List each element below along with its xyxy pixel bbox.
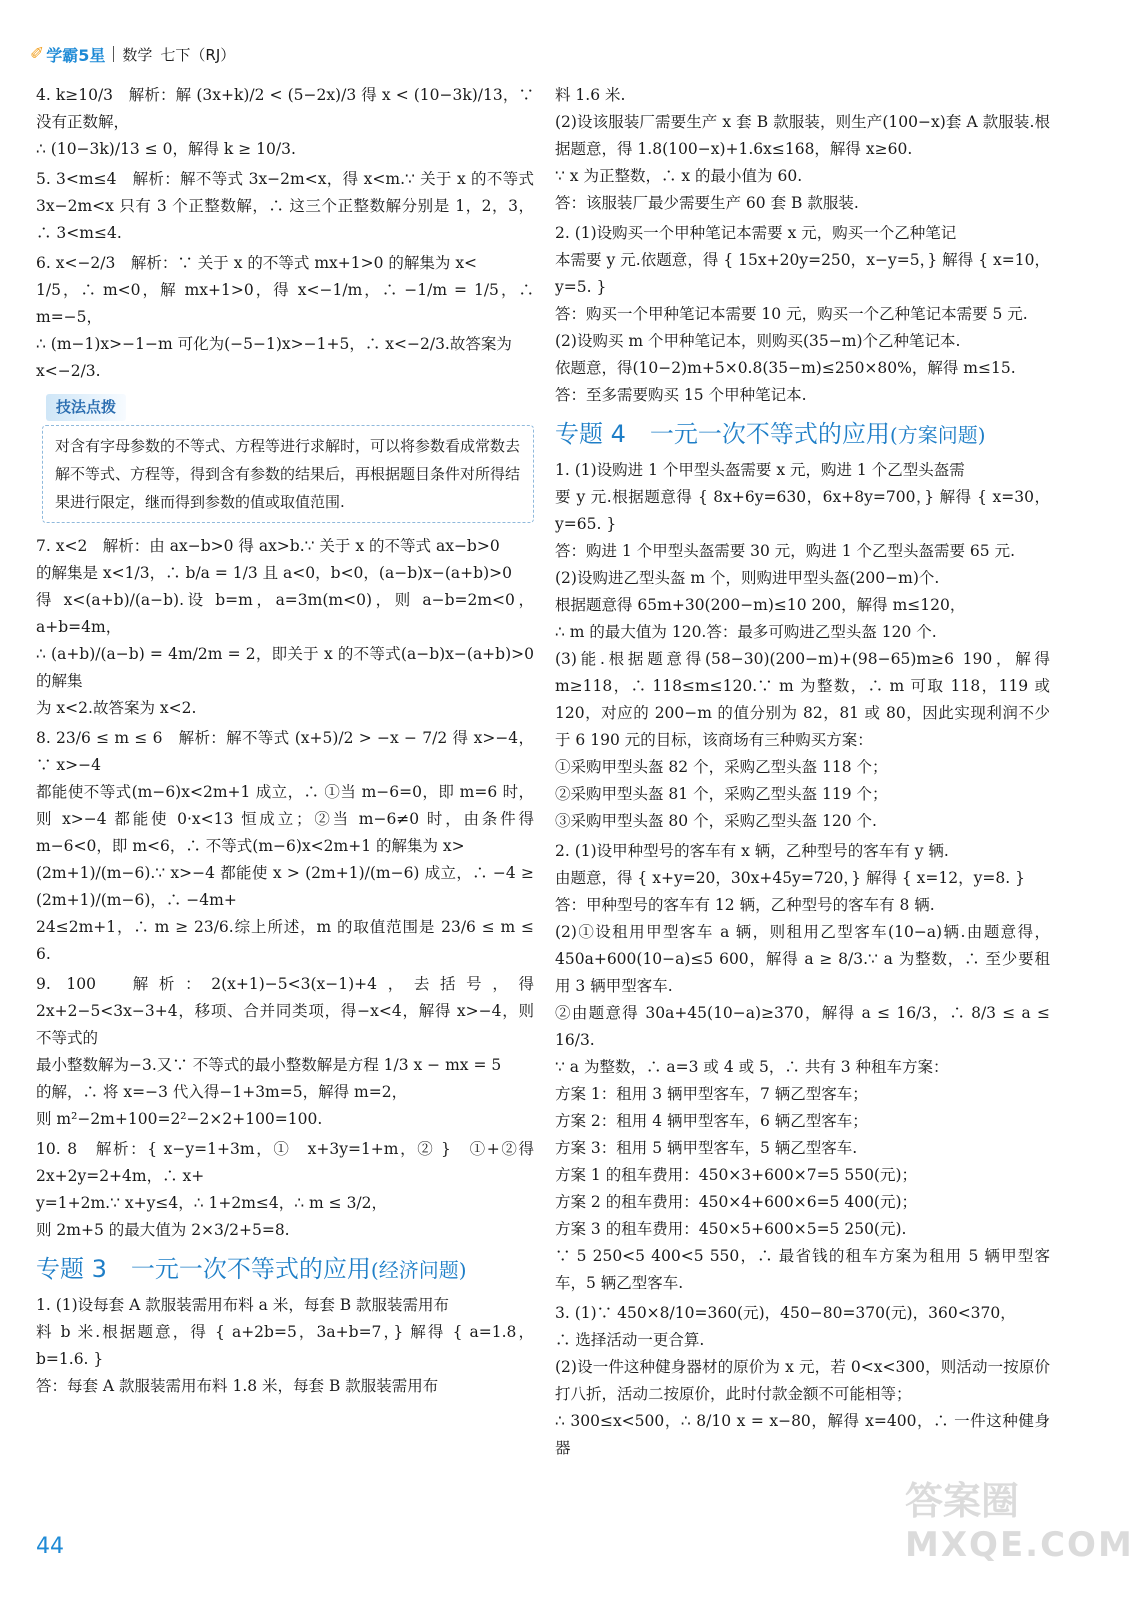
- right-column: [555, 82, 1050, 1462]
- r-line-19: ②采购甲型头盔 81 个，采购乙型头盔 119 个；: [555, 785, 888, 803]
- r-line-27: 方案 1：租用 3 辆甲型客车，7 辆乙型客车；: [555, 1085, 868, 1103]
- r-line-11: 1. (1)设购进 1 个甲型头盔需要 x 元，购进 1 个乙型头盔需: [555, 461, 965, 479]
- answer-7-line5: 为 x<2.故答案为 x<2.: [36, 699, 197, 717]
- r-line-26: ∵ a 为整数，∴ a=3 或 4 或 5，∴ 共有 3 种租车方案：: [555, 1058, 949, 1076]
- answer-7-line1: 7. x<2 解析：由 ax−b>0 得 ax>b.∵ 关于 x 的不等式 ax−b>0: [36, 537, 500, 555]
- r-line-37: ∴ 300≤x<500，∴ 8/10 x = x−80，解得 x=400，∴ 一件这种健身器: [555, 1412, 1050, 1457]
- answer-10-line2: y=1+2m.∵ x+y≤4，∴ 1+2m≤4，∴ m ≤ 3/2，: [36, 1194, 388, 1212]
- answer-8-line3: (2m+1)/(m−6).∵ x>−4 都能使 x > (2m+1)/(m−6) 成立，∴ −4 ≥ (2m+1)/(m−6)，∴ −4m+: [36, 864, 534, 909]
- answer-9-line1: 9. 100 解析：2(x+1)−5<3(x−1)+4，去括号，得 2x+2−5<3x−3+4，移项、合并同类项，得−x<4，解得 x>−4，则不等式的: [36, 975, 534, 1047]
- r-line-23: 答：甲种型号的客车有 12 辆，乙种型号的客车有 8 辆.: [555, 896, 935, 914]
- r-line-36: (2)设一件这种健身器材的原价为 x 元，若 0<x<300，则活动一按原价打八折，活动二按原价，此时付款金额不可能相等；: [555, 1358, 1050, 1403]
- watermark-top: 答案圈: [905, 1479, 1020, 1523]
- answer-9-line4: 则 m²−2m+100=2²−2×2+100=100.: [36, 1110, 323, 1128]
- section-4-heading: [555, 421, 1050, 449]
- answer-6-line4: x<−2/3.: [36, 362, 101, 380]
- header-divider: [113, 46, 114, 62]
- answer-5: 5. 3<m≤4 解析：解不等式 3x−2m<x，得 x<m.∵ 关于 x 的不等式 3x−2m<x 只有 3 个正整数解，∴ 这三个正整数解分别是 1，2，3，∴ 3<m≤4.: [36, 170, 534, 242]
- watermark-bottom: MXQE.COM: [905, 1525, 1134, 1565]
- r-line-12: 要 y 元.根据题意得 { 8x+6y=630，6x+8y=700，} 解得 { x=30，y=65. }: [555, 488, 1050, 533]
- answer-8-line4: 24≤2m+1，∴ m ≥ 23/6.综上所述，m 的取值范围是 23/6 ≤ m ≤ 6.: [36, 918, 534, 963]
- section-4-title: 专题 4 一元一次不等式的应用: [555, 420, 890, 448]
- s3-answer-1-line2: 料 b 米.根据题意，得 { a+2b=5，3a+b=7，} 解得 { a=1.8，b=1.6. }: [36, 1323, 534, 1368]
- grade-label: 七下（RJ）: [160, 45, 236, 64]
- brand-name: 学霸5星: [46, 45, 106, 65]
- tip-box: [42, 425, 534, 523]
- r-line-33: ∵ 5 250<5 400<5 550，∴ 最省钱的租车方案为租用 5 辆甲型客车，5 辆乙型客车.: [555, 1247, 1050, 1292]
- r-line-18: ①采购甲型头盔 82 个，采购乙型头盔 118 个；: [555, 758, 888, 776]
- r-line-1: 料 1.6 米.: [555, 86, 626, 104]
- answer-7-line4: ∴ (a+b)/(a−b) = 4m/2m = 2，即关于 x 的不等式(a−b)x−(a+b)>0 的解集: [36, 645, 534, 690]
- r-line-31: 方案 2 的租车费用：450×4+600×6=5 400(元)；: [555, 1193, 918, 1211]
- answer-9-line2: 最小整数解为−3.又∵ 不等式的最小整数解是方程 1/3 x − mx = 5: [36, 1056, 502, 1074]
- answer-10-line3: 则 2m+5 的最大值为 2×3/2+5=8.: [36, 1221, 290, 1239]
- r-line-30: 方案 1 的租车费用：450×3+600×7=5 550(元)；: [555, 1166, 918, 1184]
- r-line-2: (2)设该服装厂需要生产 x 套 B 款服装，则生产(100−x)套 A 款服装.根据题意，得 1.8(100−x)+1.6x≤168，解得 x≥60.: [555, 113, 1050, 158]
- r-line-21: 2. (1)设甲种型号的客车有 x 辆，乙种型号的客车有 y 辆.: [555, 842, 949, 860]
- r-line-29: 方案 3：租用 5 辆甲型客车，5 辆乙型客车.: [555, 1139, 858, 1157]
- page-number: 44: [36, 1534, 64, 1559]
- answer-6-line1: 6. x<−2/3 解析：∵ 关于 x 的不等式 mx+1>0 的解集为 x<: [36, 254, 478, 272]
- answer-7-line2: 的解集是 x<1/3，∴ b/a = 1/3 且 a<0，b<0，(a−b)x−(a+b)>0: [36, 564, 512, 582]
- left-column: [36, 82, 534, 1400]
- r-line-10: 答：至多需要购买 15 个甲种笔记本.: [555, 386, 807, 404]
- section-4-subtitle: (方案问题): [889, 423, 986, 447]
- s3-answer-1-line3: 答：每套 A 款服装需用布料 1.8 米，每套 B 款服装需用布: [36, 1377, 439, 1395]
- r-line-20: ③采购甲型头盔 80 个，采购乙型头盔 120 个.: [555, 812, 877, 830]
- answer-7-line3: 得 x<(a+b)/(a−b).设 b=m，a=3m(m<0)，则 a−b=2m<0，a+b=4m，: [36, 591, 534, 636]
- r-line-24: (2)①设租用甲型客车 a 辆，则租用乙型客车(10−a)辆.由题意得，450a+600(10−a)≤5 600，解得 a ≥ 8/3.∵ a 为整数，∴ 至少要租用 3 辆甲型客车.: [555, 923, 1050, 995]
- answer-8-line2: 都能使不等式(m−6)x<2m+1 成立，∴ ①当 m−6=0，即 m=6 时，则 x>−4 都能使 0·x<13 恒成立；②当 m−6≠0 时，由条件得 m−6<0，即 m<6，∴ 不等式(m−6)x<2m+1 的解集为 x>: [36, 783, 534, 855]
- brand-swoosh-icon: ✐: [30, 44, 45, 64]
- r-line-15: 根据题意得 65m+30(200−m)≤10 200，解得 m≤120，: [555, 596, 966, 614]
- section-3-subtitle: (经济问题): [370, 1258, 467, 1282]
- r-line-25: ②由题意得 30a+45(10−a)≥370，解得 a ≤ 16/3，∴ 8/3 ≤ a ≤ 16/3.: [555, 1004, 1050, 1049]
- r-line-13: 答：购进 1 个甲型头盔需要 30 元，购进 1 个乙型头盔需要 65 元.: [555, 542, 1016, 560]
- r-line-14: (2)设购进乙型头盔 m 个，则购进甲型头盔(200−m)个.: [555, 569, 940, 587]
- r-line-35: ∴ 选择活动一更合算.: [555, 1331, 705, 1349]
- r-line-8: (2)设购买 m 个甲种笔记本，则购买(35−m)个乙种笔记本.: [555, 332, 961, 350]
- section-3-heading: [36, 1256, 534, 1284]
- r-line-7: 答：购买一个甲种笔记本需要 10 元，购买一个乙种笔记本需要 5 元.: [555, 305, 1028, 323]
- r-line-28: 方案 2：租用 4 辆甲型客车，6 辆乙型客车；: [555, 1112, 868, 1130]
- r-line-4: 答：该服装厂最少需要生产 60 套 B 款服装.: [555, 194, 859, 212]
- answer-10-line1: 10. 8 解析：{ x−y=1+3m，① x+3y=1+m，② } ①+②得 2x+2y=2+4m，∴ x+: [36, 1140, 534, 1185]
- answer-6-line3: ∴ (m−1)x>−1−m 可化为(−5−1)x>−1+5，∴ x<−2/3.故答案为: [36, 335, 512, 353]
- tip-text: 对含有字母参数的不等式、方程等进行求解时，可以将参数看成常数去解不等式、方程等，得到含有参数的结果后，再根据题目条件对所得结果进行限定，继而得到参数的值或取值范围.: [55, 437, 521, 511]
- r-line-9: 依题意，得(10−2)m+5×0.8(35−m)≤250×80%，解得 m≤15.: [555, 359, 1016, 377]
- answer-9-line3: 的解，∴ 将 x=−3 代入得−1+3m=5，解得 m=2，: [36, 1083, 408, 1101]
- answer-4-line1: 4. k≥10/3 解析：解 (3x+k)/2 < (5−2x)/3 得 x < (10−3k)/13，∵ 没有正数解，: [36, 86, 534, 131]
- watermark: [905, 1470, 1134, 1590]
- s3-answer-1-line1: 1. (1)设每套 A 款服装需用布料 a 米，每套 B 款服装需用布: [36, 1296, 450, 1314]
- r-line-6: 本需要 y 元.依题意，得 { 15x+20y=250，x−y=5，} 解得 { x=10，y=5. }: [555, 251, 1050, 296]
- subject-label: 数学: [122, 45, 153, 64]
- answer-8-line1: 8. 23/6 ≤ m ≤ 6 解析：解不等式 (x+5)/2 > −x − 7/2 得 x>−4，∵ x>−4: [36, 729, 534, 774]
- brand-logo: [30, 43, 105, 66]
- r-line-3: ∵ x 为正整数，∴ x 的最小值为 60.: [555, 167, 803, 185]
- section-3-title: 专题 3 一元一次不等式的应用: [36, 1255, 371, 1283]
- r-line-17: (3)能.根据题意得(58−30)(200−m)+(98−65)m≥6 190，解得 m≥118，∴ 118≤m≤120.∵ m 为整数，∴ m 可取 118，119 或 120，对应的 200−m 的值分别为 82，81 或 80，因此实现利润不少于 6 190 元的目标，该商场有三种购买方案：: [555, 650, 1050, 749]
- r-line-34: 3. (1)∵ 450×8/10=360(元)，450−80=370(元)，360<370，: [555, 1304, 1016, 1322]
- r-line-5: 2. (1)设购买一个甲种笔记本需要 x 元，购买一个乙种笔记: [555, 224, 957, 242]
- answer-4-line2: ∴ (10−3k)/13 ≤ 0，解得 k ≥ 10/3.: [36, 140, 296, 158]
- tip-heading: 技法点拨: [46, 394, 126, 421]
- page-header: [30, 42, 235, 66]
- r-line-32: 方案 3 的租车费用：450×5+600×5=5 250(元).: [555, 1220, 907, 1238]
- r-line-16: ∴ m 的最大值为 120.答：最多可购进乙型头盔 120 个.: [555, 623, 937, 641]
- answer-6-line2: 1/5，∴ m<0，解 mx+1>0，得 x<−1/m，∴ −1/m = 1/5，∴ m=−5，: [36, 281, 534, 326]
- r-line-22: 由题意，得 { x+y=20，30x+45y=720，} 解得 { x=12，y=8. }: [555, 869, 1025, 887]
